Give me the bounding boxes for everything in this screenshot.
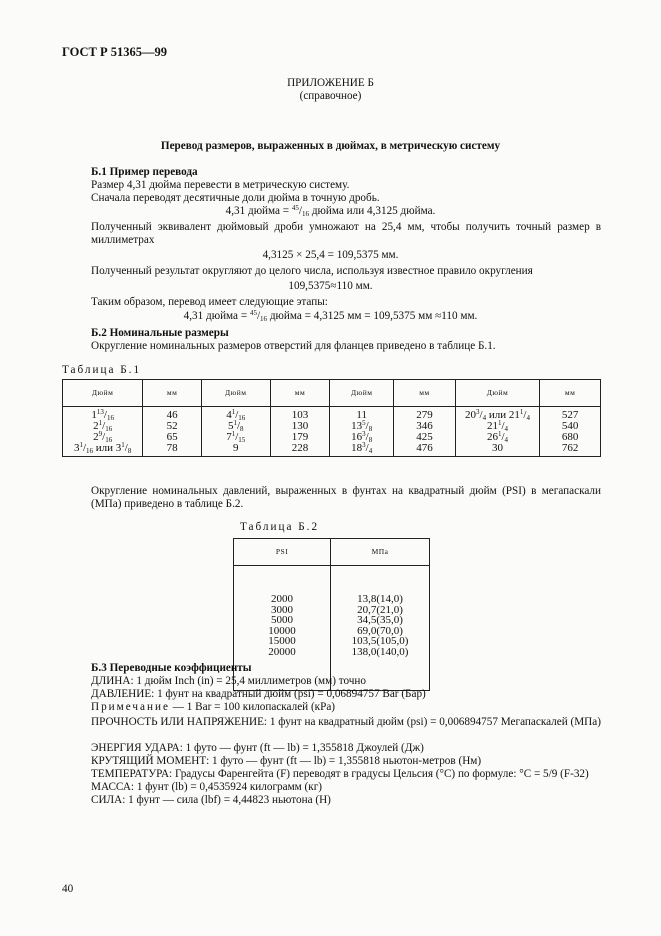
fraction-denominator: 16 [238, 414, 246, 422]
fraction-whole: 13 [351, 420, 363, 432]
table-cell-fraction: $21^1/_4$ [486, 419, 509, 433]
table-cell-value: 3000 [271, 603, 294, 616]
section-b3-heading: Б.3 Переводные коэффициенты [91, 662, 252, 674]
main-title: Перевод размеров, выраженных в дюймах, в метрическую систему [160, 140, 501, 152]
table1-header: мм [394, 380, 456, 407]
table-cell-fraction: $20^3/_4$ или $21^1/_4$ [465, 408, 530, 422]
equation-2: 4,3125 × 25,4 = 109,5375 мм. [262, 249, 399, 261]
table2-header: МПа [331, 539, 430, 566]
appendix-title: ПРИЛОЖЕНИЕ Б [287, 77, 374, 89]
table-b2 [233, 538, 430, 691]
fraction-numerator: 1 [231, 408, 236, 416]
fraction-whole: 16 [351, 431, 363, 443]
table-cell-value: 65 [166, 431, 178, 443]
b1-para1: Полученный эквивалент дюймовый дроби умножают на 25,4 мм, чтобы получить точный размер в миллиметрах [91, 221, 601, 246]
table-cell-fraction: $18^3/_4$ [351, 441, 373, 455]
b3-force: СИЛА: 1 фунт — сила (lbf) = 4,44823 ньютона (Н) [91, 794, 331, 806]
fraction-whole: 20 [465, 409, 477, 421]
fraction-denominator: 4 [526, 414, 530, 422]
table-cell-value: 103,5(105,0) [351, 635, 409, 647]
table-cell-fraction: $13^5/_8$ [351, 419, 373, 433]
b3-pressure: ДАВЛЕНИЕ: 1 фунт на квадратный дюйм (psi) = 0,06894757 Bar (Бар) [91, 688, 426, 700]
table1-col1 [63, 407, 143, 457]
table-cell-value: 52 [166, 420, 178, 432]
fraction-whole: 2 [93, 431, 99, 443]
fraction-numerator: 1 [497, 430, 502, 438]
table-cell-fraction: $7^1/_{15}$ [226, 430, 246, 444]
fraction-whole: 18 [351, 442, 363, 454]
table1-col7 [455, 407, 539, 457]
fraction-denominator: 16 [86, 447, 94, 455]
fraction-denominator: 4 [368, 447, 373, 455]
table2-mpa-col [331, 566, 430, 691]
fraction-numerator: 1 [233, 419, 237, 427]
b3-mass: МАССА: 1 фунт (lb) = 0,4535924 килограмм (кг) [91, 781, 323, 793]
table2-caption: Таблица Б.2 [240, 521, 320, 533]
eq1-pre: 4,31 дюйма = [225, 205, 292, 217]
b1-line1: Размер 4,31 дюйма перевести в метрическую систему. [91, 179, 350, 191]
fraction-denominator: 8 [240, 425, 244, 433]
b2-line1: Округление номинальных размеров отверстий для фланцев приведено в таблице Б.1. [91, 340, 496, 352]
table1-header: Дюйм [455, 380, 539, 407]
table-cell-value: 15000 [268, 635, 296, 647]
fraction-numerator: 13 [96, 408, 104, 416]
fraction-connector: или [93, 442, 116, 454]
eq1-post: дюйма или 4,3125 дюйма. [309, 205, 436, 217]
table-cell-value: 540 [561, 420, 579, 432]
table-cell-fraction [456, 443, 539, 454]
fraction-whole: 21 [508, 409, 520, 421]
table-cell-value: 476 [416, 442, 433, 454]
fraction-whole: 4 [226, 409, 232, 421]
table-cell-value: 20,7(21,0) [357, 603, 403, 616]
fraction-numerator: 1 [519, 408, 524, 416]
b1-para2: Полученный результат округляют до целого числа, используя известное правило округления [91, 265, 533, 277]
table-cell-value: 425 [416, 431, 433, 443]
fraction-whole: 26 [486, 431, 498, 443]
equation-4: 4,31 дюйма = $^{45}/_{16}$ дюйма = 4,3125 мм = 109,5375 мм ≈110 мм. [183, 309, 478, 323]
table2-header-row [234, 539, 430, 566]
fraction-denominator: 4 [482, 414, 487, 422]
table-cell-value: 762 [561, 442, 579, 454]
table-cell-value: 46 [166, 409, 178, 421]
table-cell-fraction: $4^1/_{16}$ [226, 408, 246, 422]
table-cell-fraction: $2^1/_{16}$ [93, 419, 113, 433]
table1-col5 [330, 407, 394, 457]
table-cell-fraction: $3^1/_{16}$ или $3^1/_8$ [73, 441, 132, 455]
fraction-whole: 3 [115, 442, 122, 454]
page-number: 40 [62, 883, 74, 895]
fraction-whole: 11 [356, 409, 367, 421]
table-cell-value: 10000 [268, 624, 296, 637]
table-cell-value: 228 [291, 442, 309, 454]
b3-length: ДЛИНА: 1 дюйм Inch (in) = 25,4 миллиметров (мм) точно [91, 675, 366, 687]
table1-header: Дюйм [330, 380, 394, 407]
table-b1 [62, 379, 601, 457]
table2-body-row [234, 566, 430, 691]
b3-note [91, 701, 335, 714]
table-cell-fraction: $26^1/_4$ [486, 430, 509, 444]
table1-header: мм [143, 380, 202, 407]
table1-header: Дюйм [63, 380, 143, 407]
table-cell-value: 20000 [268, 645, 296, 658]
fraction-connector: или [486, 409, 509, 421]
table1-col3 [201, 407, 270, 457]
table-cell-value: 346 [416, 420, 433, 432]
table-cell-value: 78 [166, 442, 178, 454]
fraction-numerator: 9 [98, 430, 103, 438]
table2-header: PSI [234, 539, 331, 566]
table-cell-value: 2000 [271, 593, 294, 605]
eq4-den: 16 [260, 315, 268, 323]
fraction-denominator: 8 [368, 425, 373, 433]
table-cell-value: 13,8(14,0) [357, 593, 403, 605]
table-cell-value: 279 [416, 409, 433, 421]
b1-line2: Сначала переводят десятичные доли дюйма в точную дробь. [91, 192, 380, 204]
table1-col4 [270, 407, 330, 457]
table-cell-value: 138,0(140,0) [351, 645, 409, 658]
table-cell-value: 103 [291, 409, 309, 421]
eq4-pre: 4,31 дюйма = [183, 310, 250, 322]
section-b1-heading: Б.1 Пример перевода [91, 166, 198, 178]
fraction-denominator: 16 [106, 414, 114, 422]
table1-header: мм [270, 380, 330, 407]
document-header: ГОСТ Р 51365—99 [62, 45, 168, 59]
pressure-paragraph: Округление номинальных давлений, выраженных в фунтах на квадратный дюйм (PSI) в мегапаскали (МПа) приведено в таблице Б.2. [91, 485, 601, 510]
eq1-den: 16 [302, 210, 310, 218]
section-b2-heading: Б.2 Номинальные размеры [91, 327, 229, 339]
b3-impact: ЭНЕРГИЯ УДАРА: 1 футо — фунт (ft — lb) = 1,355818 Джоулей (Дж) [91, 742, 424, 754]
fraction-denominator: 8 [368, 436, 373, 444]
fraction-numerator: 3 [362, 441, 366, 449]
table1-header-row [63, 380, 601, 407]
table-cell-value: 5000 [271, 614, 294, 626]
fraction-denominator: 8 [127, 447, 132, 455]
fraction-denominator: 4 [504, 436, 509, 444]
appendix-subtitle: (справочное) [299, 90, 362, 102]
fraction-whole: 7 [226, 431, 232, 443]
fraction-numerator: 3 [476, 408, 480, 416]
fraction-whole: 1 [91, 409, 97, 421]
fraction-numerator: 1 [98, 419, 103, 427]
equation-1: 4,31 дюйма = $^{45}/_{16}$ дюйма или 4,3125 дюйма. [225, 204, 436, 218]
fraction-whole: 3 [73, 442, 80, 454]
table-cell-fraction: $2^9/_{16}$ [93, 430, 113, 444]
fraction-denominator: 4 [504, 425, 509, 433]
fraction-numerator: 1 [497, 419, 502, 427]
table1-header: мм [540, 380, 601, 407]
eq1-num: 45 [291, 204, 299, 212]
fraction-numerator: 3 [362, 430, 366, 438]
b3-temperature: ТЕМПЕРАТУРА: Градусы Фаренгейта (F) переводят в градусы Цельсия (°С) по формуле: °С = 5/9 (F-32) [91, 768, 589, 780]
fraction-whole: 2 [93, 420, 99, 432]
b3-strength: ПРОЧНОСТЬ ИЛИ НАПРЯЖЕНИЕ: 1 фунт на квадратный дюйм (psi) = 0,006894757 Мегапаскалей (МПа) [91, 716, 601, 728]
table1-header: Дюйм [201, 380, 270, 407]
table-cell-fraction: $5^1/_8$ [227, 419, 244, 433]
fraction-numerator: 1 [79, 441, 83, 449]
fraction-denominator: 16 [105, 436, 113, 444]
table-cell-fraction: $1^{13}/_{16}$ [91, 408, 114, 422]
table-cell-fraction: $16^3/_8$ [351, 430, 373, 444]
fraction-numerator: 5 [362, 419, 366, 427]
table-cell-value: 680 [561, 431, 579, 443]
table1-col8 [540, 407, 601, 457]
b1-para3: Таким образом, перевод имеет следующие этапы: [91, 296, 328, 308]
b3-torque: КРУТЯЩИЙ МОМЕНТ: 1 футо — фунт (ft — lb) = 1,355818 ньютон-метров (Нм) [91, 755, 482, 767]
table-cell-value: 527 [561, 409, 579, 421]
table-cell-value: 69,0(70,0) [357, 624, 403, 637]
table1-caption: Таблица Б.1 [62, 364, 142, 376]
fraction-whole: 9 [233, 442, 239, 454]
fraction-denominator: 16 [105, 425, 113, 433]
table-cell-value: 130 [291, 420, 309, 432]
table-cell-fraction [202, 443, 270, 454]
fraction-whole: 5 [227, 420, 234, 432]
equation-3: 109,5375≈110 мм. [288, 280, 373, 292]
eq4-post: дюйма = 4,3125 мм = 109,5375 мм ≈110 мм. [267, 310, 478, 322]
fraction-whole: 30 [492, 442, 503, 454]
fraction-numerator: 1 [231, 430, 236, 438]
eq4-num: 45 [249, 309, 257, 317]
table-cell-value: 179 [291, 431, 309, 443]
table-cell-value: 34,5(35,0) [357, 614, 403, 626]
table1-col6 [394, 407, 456, 457]
fraction-whole: 21 [486, 420, 498, 432]
note-label: Примечание [91, 701, 170, 713]
table1-col2 [143, 407, 202, 457]
note-text: — 1 Bar = 100 килопаскалей (кРа) [169, 701, 336, 713]
fraction-denominator: 15 [238, 436, 246, 444]
fraction-numerator: 1 [121, 441, 125, 449]
table1-body-row [63, 407, 601, 457]
